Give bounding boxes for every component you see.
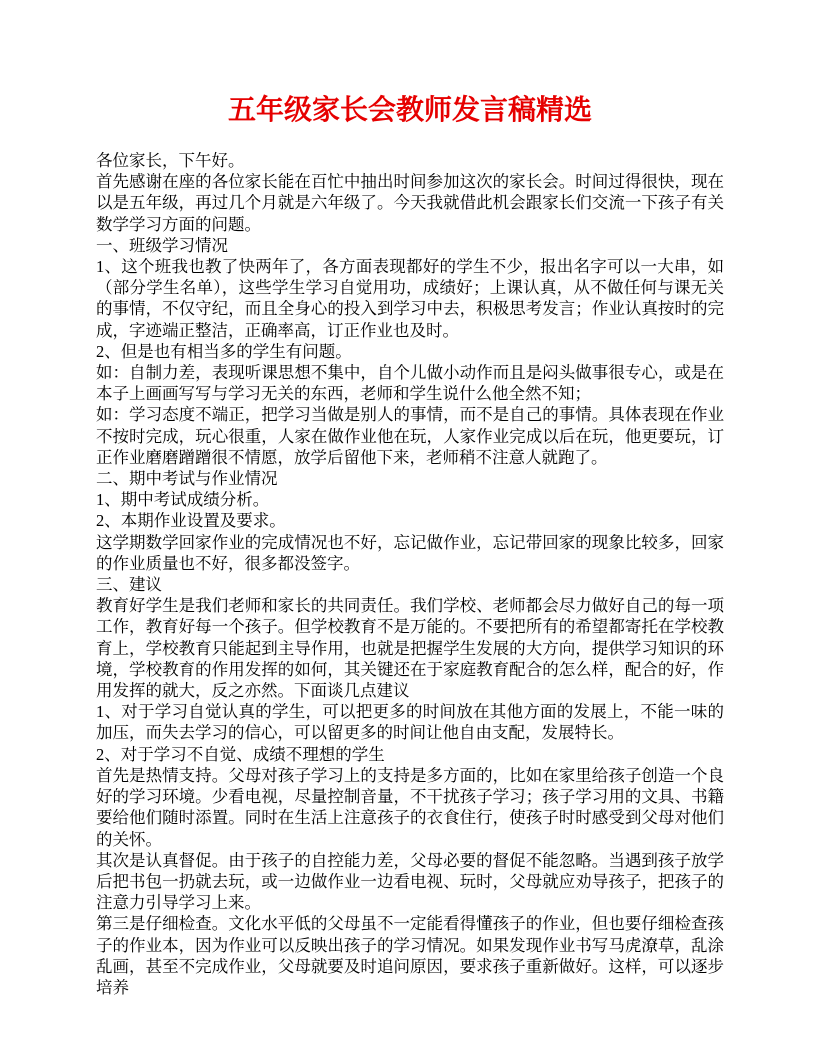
section-3-advice-support: 首先是热情支持。父母对孩子学习上的支持是多方面的，比如在家里给孩子创造一个良好的学习环境。少看电视，尽量控制音量，不干扰孩子学习；孩子学习用的文具、书籍要给他们随时添置。同时在生活上注意孩子的衣食住行，使孩子时时感受到父母对他们的关怀。 [96, 765, 724, 849]
section-1-item-1: 1、这个班我也教了快两年了，各方面表现都好的学生不少，报出名字可以一大串，如（部分学生名单），这些学生学习自觉用功，成绩好；上课认真，从不做任何与课无关的事情，不仅守纪，而且全身心的投入到学习中去，积极思考发言；作业认真按时的完成，字迹端正整洁，正确率高，订正作业也及时。 [96, 257, 724, 340]
section-3-intro: 教育好学生是我们老师和家长的共同责任。我们学校、老师都会尽力做好自己的每一项工作，教育好每一个孩子。但学校教育不是万能的。不要把所有的希望都寄托在学校教育上，学校教育只能起到主导作用，也就是把握学生发展的大方向，提供学习知识的环境，学校教育的作用发挥的如何，其关键还在于家庭教育配合的怎么样，配合的好，作用发挥的就大，反之亦然。下面谈几点建议 [96, 596, 724, 701]
section-3-item-1: 1、对于学习自觉认真的学生，可以把更多的时间放在其他方面的发展上，不能一味的加压，而失去学习的信心，可以留更多的时间让他自由支配，发展特长。 [96, 702, 724, 743]
document-body [96, 150, 724, 998]
section-3-item-2: 2、对于学习不自觉、成绩不理想的学生 [96, 744, 385, 764]
greeting-line: 各位家长，下午好。 [96, 151, 245, 170]
section-1-example-2: 如：学习态度不端正，把学习当做是别人的事情，而不是自己的事情。具体表现在作业不按时完成，玩心很重，人家在做作业他在玩，人家作业完成以后在玩，他更要玩，订正作业磨磨蹭蹭很不情愿，放学后留他下来，老师稍不注意人就跑了。 [96, 405, 724, 467]
section-2-item-2: 2、本期作业设置及要求。 [96, 511, 286, 531]
page-title: 五年级家长会教师发言稿精选 [227, 95, 592, 126]
section-1-item-2: 2、但是也有相当多的学生有问题。 [96, 341, 352, 361]
section-2-paragraph: 这学期数学回家作业的完成情况也不好，忘记做作业，忘记带回家的现象比较多，回家的作业质量也不好，很多都没签字。 [96, 532, 724, 573]
section-2-heading: 二、期中考试与作业情况 [96, 469, 278, 489]
section-1-heading: 一、班级学习情况 [96, 235, 228, 255]
intro-paragraph: 首先感谢在座的各位家长能在百忙中抽出时间参加这次的家长会。时间过得很快，现在以是五年级，再过几个月就是六年级了。今天我就借此机会跟家长们交流一下孩子有关数学学习方面的问题。 [96, 172, 724, 234]
section-3-heading: 三、建议 [96, 575, 162, 595]
section-2-item-1: 1、期中考试成绩分析。 [96, 490, 270, 510]
section-3-advice-supervise: 其次是认真督促。由于孩子的自控能力差，父母必要的督促不能忽略。当遇到孩子放学后把书包一扔就去玩，或一边做作业一边看电视、玩时，父母就应劝导孩子，把孩子的注意力引导学习上来。 [96, 850, 724, 913]
section-1-example-1: 如：自制力差，表现听课思想不集中，自个儿做小动作而且是闷头做事很专心，或是在本子上画画写写与学习无关的东西，老师和学生说什么他全然不知； [96, 363, 724, 404]
section-3-advice-check: 第三是仔细检查。文化水平低的父母虽不一定能看得懂孩子的作业，但也要仔细检查孩子的作业本，因为作业可以反映出孩子的学习情况。如果发现作业书写马虎潦草，乱涂乱画，甚至不完成作业，父母就要及时追问原因，要求孩子重新做好。这样，可以逐步培养 [96, 914, 724, 997]
